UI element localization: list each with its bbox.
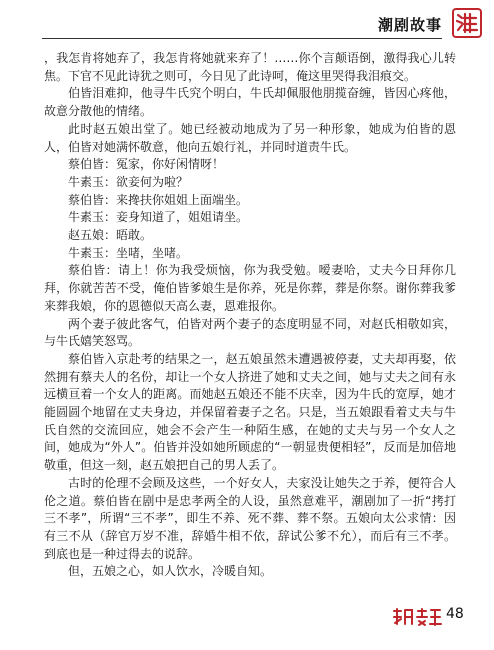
paragraph: 牛素玉：妾身知道了，姐姐请坐。 <box>68 210 249 225</box>
paragraph: 但，五娘之心，如人饮水，冷暖自知。 <box>68 564 273 579</box>
chaoju-logo <box>452 8 482 38</box>
paragraph: 蔡伯皆：来搀扶你姐姐上面端坐。 <box>68 192 249 207</box>
paragraph: 伯皆泪难抑，他寻牛氏究个明白，牛氏却佩服他朋揽奋缠，皆因心疼他，故意分散他的情绪。 <box>44 86 456 119</box>
page-header <box>0 0 494 46</box>
page-number: 48 <box>446 606 464 622</box>
paragraph: 此时赵五娘出堂了。她已经被动地成为了另一种形象，她成为伯皆的恩人，伯皆对她满怀敬意，他向五娘行礼，并同时道责牛氏。 <box>44 121 456 154</box>
section-title: 潮剧故事 <box>377 16 442 34</box>
paragraph: 蔡伯皆入京赴考的结果之一，赵五娘虽然未遭遇被停妻，丈夫却再娶，依然拥有蔡夫人的名份，却让一个女人挤进了她和丈夫之间，她与丈夫之间有永远横亘着一个女人的距离。而她赵五娘还不能不庆幸，因为牛氏的宽厚，她才能圆圆个地留在丈夫身边，并保留着妻子之名。只是，当五娘跟看着丈夫与牛氏自然的交流回应，她会不会产生一种陌生感，在她的丈夫与另一个女人之间，她成为“外人”。伯皆并没如她所顾虑的“一朝显贵便相轻”，反而是加倍地敬重，但这一刻，赵五娘把自己的男人丢了。 <box>44 351 456 473</box>
paragraph: 牛素玉：欲妾何为啦？ <box>68 174 189 189</box>
paragraph: 两个妻子彼此客气，伯皆对两个妻子的态度明显不同，对赵氏相敬如宾，与牛氏嬉笑怒骂。 <box>44 316 456 349</box>
paragraph: 蔡伯皆：冤家，你好闲情呀！ <box>68 157 225 172</box>
paragraph: 蔡伯皆：请上！你为我受烦恼，你为我受勉。嗳妻哈，丈夫今日拜你几拜，你就苦苦不受，俺伯皆爹娘生是你养，死是你葬，葬是你祭。谢你葬我爹来葬我娘，你的恩德似天高么妻，恩难报你。 <box>44 263 456 313</box>
magazine-logo <box>392 607 442 627</box>
paragraph: 赵五娘：晤敢。 <box>68 228 153 243</box>
paragraph: 牛素玉：坐啫，坐啫。 <box>68 245 189 260</box>
paragraph: ，我怎肯将她弃了，我怎肯将她就来弃了！……你个言颠语倒，激得我心儿转焦。下官不见此诗犹之则可，今日见了此诗呵，俺这里哭得我泪痕交。 <box>44 51 456 83</box>
header-divider <box>42 38 442 39</box>
paragraph: 古时的伦理不会顾及这些，一个好女人，夫家没让她失之于养，便符合人伦之道。蔡伯皆在剧中是忠孝两全的人设，虽然意难平，潮剧加了一折“拷打三不孝”，所谓“三不孝”，即生不养、死不葬、葬不祭。五娘向太公求情：因有三不从（辞官万岁不准，辞婚牛相不依，辞试公爹不允），而后有三不孝。到底也是一种过得去的说辞。 <box>44 475 456 561</box>
article-body <box>44 50 456 581</box>
